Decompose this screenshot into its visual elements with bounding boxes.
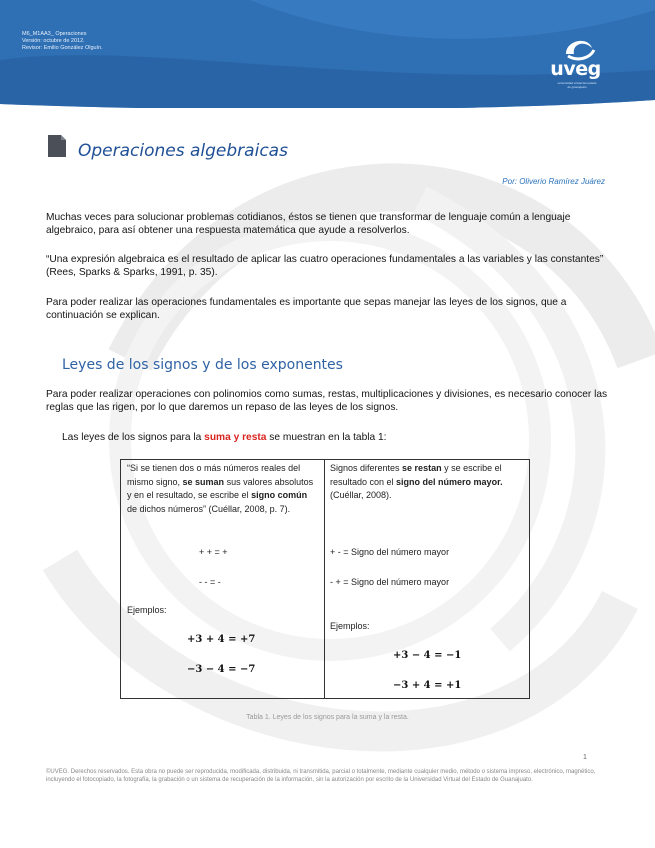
intro-text: Las leyes de los signos para la — [62, 432, 205, 443]
sum-rule-same-plus: + + = + — [199, 547, 228, 557]
sum-rule-text: “Si se tienen dos o más números reales del mismo signo, se suman sus valores absolutos y en el resultado, se escribe el signo común de dichos números” (Cuéllar, 2008, p. 7). — [127, 463, 314, 514]
meta-line: Versión: octubre de 2012. — [22, 38, 85, 44]
intro-paragraph: Muchas veces para solucionar problemas cotidianos, éstos se tienen que transformar de lenguaje común a lenguaje algebraico, para así obtener una respuesta matemática que ayude a resolverlos. — [46, 212, 571, 236]
document-meta — [22, 31, 103, 52]
diff-rule-minus-plus: - + = Signo del número mayor — [330, 577, 450, 587]
table-column-diff — [325, 460, 530, 698]
quote-paragraph: “Una expresión algebraica es el resultado de aplicar las cuatro operaciones fundamentales a las variables y las constantes” (Rees, Sparks & Sparks, 1991, p. 35). — [46, 254, 604, 278]
copyright-footer: ©UVEG. Derechos reservados. Esta obra no puede ser reproducida, modificada, distribuida, ni transmitida, parcial o totalmente, mediante cualquier medio, método o sistema impreso, electrónico, magnético, incluyendo el fotocopiado, la fotografía, la grabación o un sistema de recuperación de la información, sin la autorización por escrito de la Universidad Virtual del Estado de Guanajuato. — [46, 769, 596, 783]
section-paragraph: Para poder realizar operaciones con polinomios como sumas, restas, multiplicaciones y divisiones, es necesario conocer las reglas que las rigen, por lo que daremos un repaso de las leyes de los signos. — [46, 389, 608, 413]
logo-subtext: universidad virtual del estado de guanajuato — [557, 81, 597, 89]
table-intro-line — [62, 432, 628, 445]
page-title: Operaciones algebraicas — [78, 141, 288, 161]
examples-label: Ejemplos: — [127, 605, 167, 615]
author-byline: Por: Oliverio Ramírez Juárez — [502, 177, 605, 186]
table-caption: Tabla 1. Leyes de los signos para la suma y la resta. — [246, 714, 409, 721]
page-number: 1 — [583, 754, 587, 761]
examples-label: Ejemplos: — [330, 621, 370, 631]
table-column-sum — [121, 460, 325, 698]
logo-text: uveg — [550, 58, 601, 80]
intro-highlight: suma y resta — [204, 432, 267, 443]
document-icon — [46, 133, 68, 159]
diff-rule-plus-minus: + - = Signo del número mayor — [330, 547, 450, 557]
intro-text-end: se muestran en la tabla 1: — [266, 432, 387, 443]
signs-table — [120, 459, 530, 699]
meta-line: Revisor: Emilio González Olguín. — [22, 45, 103, 51]
example-equation: −3 + 4 = +1 — [393, 680, 462, 691]
section-heading: Leyes de los signos y de los exponentes — [62, 357, 343, 373]
sum-rule-same-minus: - - = - — [199, 577, 221, 587]
example-equation: −3 − 4 = −7 — [187, 664, 256, 675]
diff-rule-text: Signos diferentes se restan y se escribe el resultado con el signo del número mayor. (Cuéllar, 2008). — [330, 463, 503, 500]
example-equation: +3 − 4 = −1 — [393, 650, 462, 661]
example-equation: +3 + 4 = +7 — [187, 634, 256, 645]
laws-intro-paragraph: Para poder realizar las operaciones fundamentales es importante que sepas manejar las leyes de los signos, que a continuación se explican. — [46, 297, 567, 321]
meta-line: M6_M1AA3_ Operaciones — [22, 31, 87, 37]
